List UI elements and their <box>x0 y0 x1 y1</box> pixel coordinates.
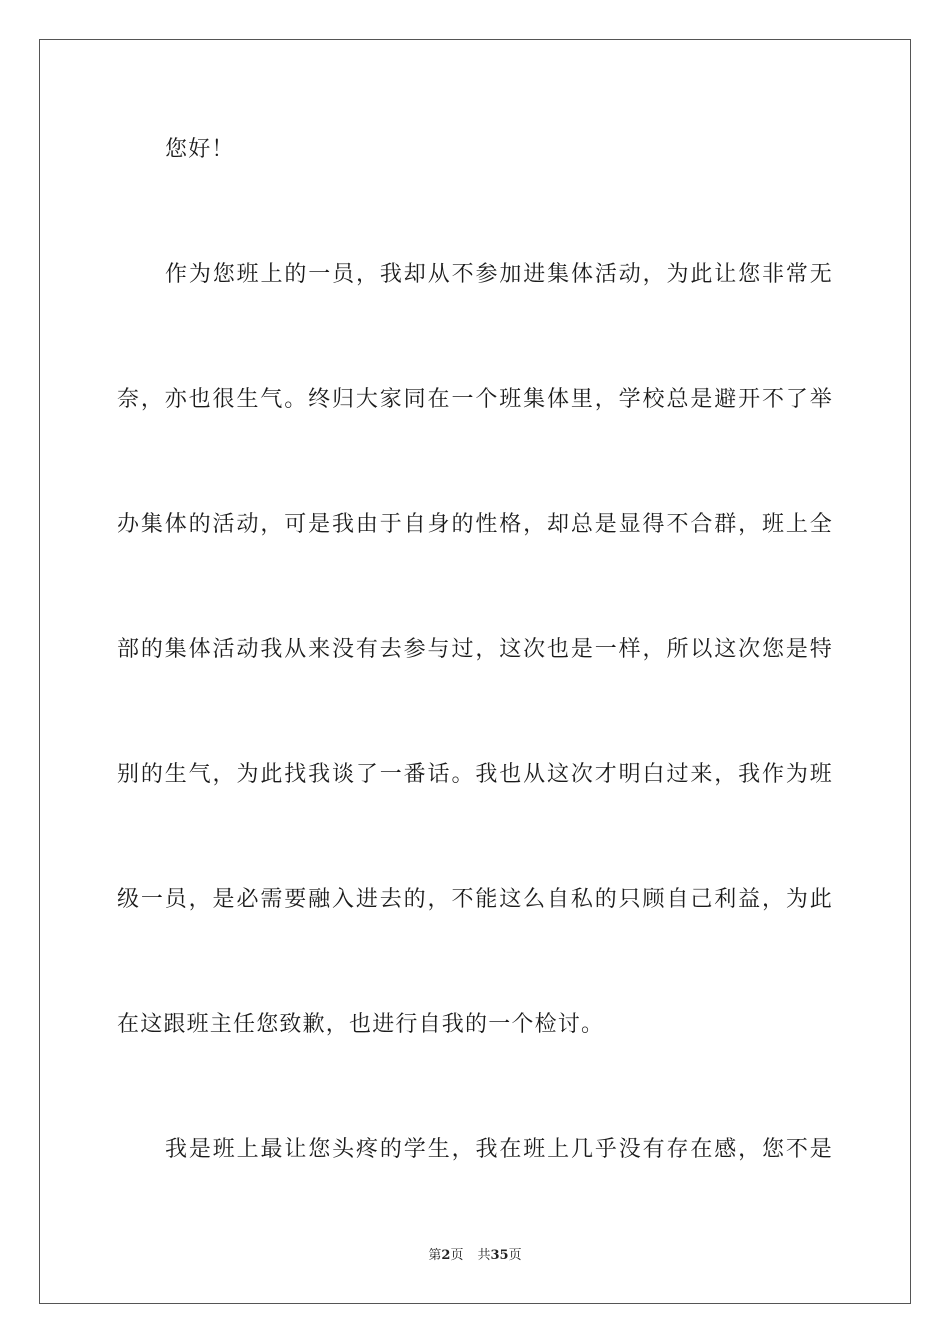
page-number: 2 <box>441 1248 451 1263</box>
total-pages: 35 <box>490 1248 509 1263</box>
salutation: 您好！ <box>165 137 235 162</box>
paragraph-1-line-3: 办集体的活动，可是我由于自身的性格，却总是显得不合群，班上全 <box>117 512 833 537</box>
total-suffix: 页 <box>508 1248 522 1263</box>
paragraph-1-line-5: 别的生气，为此找我谈了一番话。我也从这次才明白过来，我作为班 <box>117 762 833 787</box>
paragraph-1-line-2: 奈，亦也很生气。终归大家同在一个班集体里，学校总是避开不了举 <box>117 387 833 412</box>
paragraph-1-line-6: 级一员，是必需要融入进去的，不能这么自私的只顾自己利益，为此 <box>117 887 833 912</box>
page-frame <box>39 39 911 1304</box>
paragraph-2-line-1: 我是班上最让您头疼的学生，我在班上几乎没有存在感，您不是 <box>165 1137 833 1162</box>
page-suffix: 页 <box>450 1248 464 1263</box>
page-prefix: 第 <box>428 1248 442 1263</box>
paragraph-1-line-4: 部的集体活动我从来没有去参与过，这次也是一样，所以这次您是特 <box>117 637 833 662</box>
total-prefix: 共 <box>477 1248 491 1263</box>
page-footer <box>0 1247 950 1265</box>
paragraph-1-line-1: 作为您班上的一员，我却从不参加进集体活动，为此让您非常无 <box>165 262 833 287</box>
paragraph-1-line-7: 在这跟班主任您致歉，也进行自我的一个检讨。 <box>117 1012 605 1037</box>
